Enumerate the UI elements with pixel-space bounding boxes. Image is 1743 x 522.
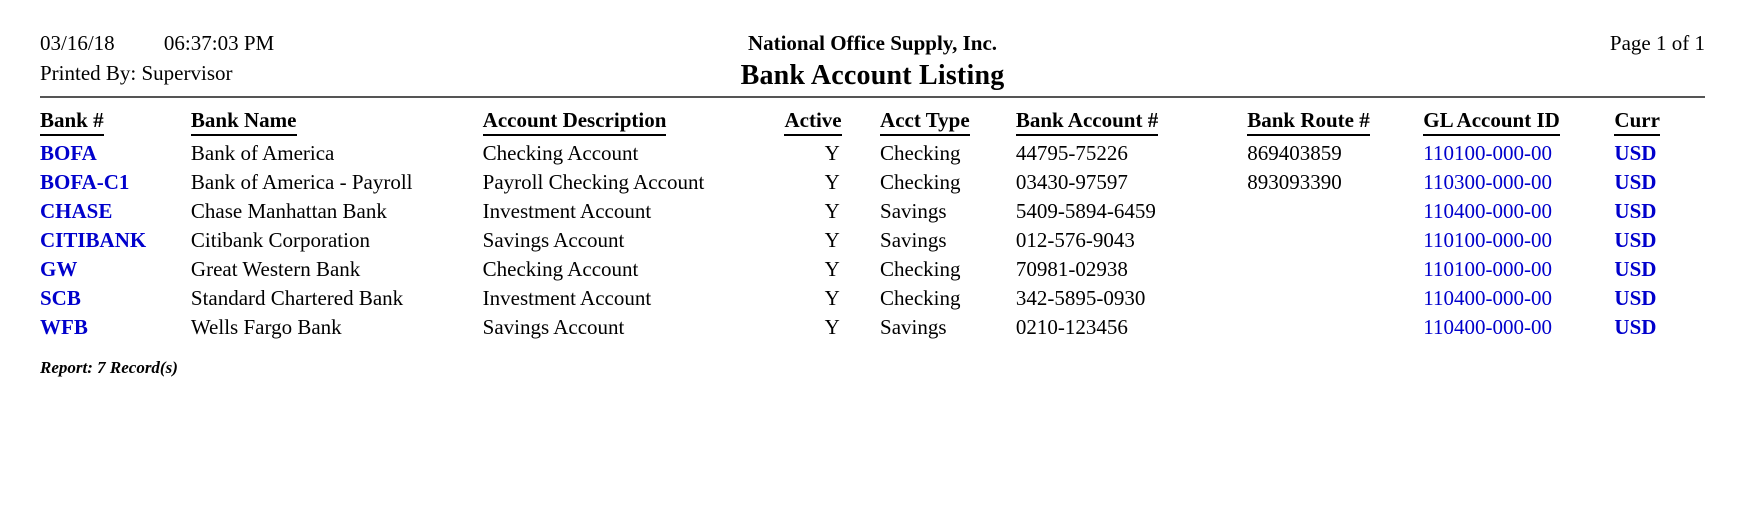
column-header-bank-account-no: Bank Account #: [1016, 108, 1247, 139]
cell-bank-account-no: 342-5895-0930: [1015, 286, 1146, 310]
cell-acct-type: Savings: [880, 199, 947, 223]
cell-curr: USD: [1614, 228, 1657, 252]
cell-bank-no: WFB: [40, 315, 88, 339]
cell-bank-account-no: 70981-02938: [1015, 257, 1128, 281]
cell-active: Y: [824, 257, 840, 281]
table-row: [40, 226, 1705, 255]
cell-curr: USD: [1614, 170, 1657, 194]
table-row: [40, 255, 1705, 284]
table-row: [40, 139, 1705, 168]
page-title: Bank Account Listing: [740, 60, 1005, 91]
cell-bank-name: Chase Manhattan Bank: [190, 199, 387, 223]
cell-bank-no: GW: [40, 257, 78, 281]
cell-bank-route-no: [1247, 197, 1423, 226]
bank-account-table: [40, 108, 1705, 342]
cell-bank-account-no: 03430-97597: [1015, 170, 1128, 194]
cell-acct-type: Checking: [880, 170, 961, 194]
table-row: [40, 168, 1705, 197]
cell-account-description: Savings Account: [482, 315, 625, 339]
column-header-gl-account-id: GL Account ID: [1423, 108, 1614, 139]
cell-bank-route-no: [1247, 255, 1423, 284]
cell-curr: USD: [1614, 257, 1657, 281]
column-header-account-description: Account Description: [483, 108, 785, 139]
cell-bank-account-no: 0210-123456: [1015, 315, 1128, 339]
table-row: [40, 313, 1705, 342]
cell-account-description: Savings Account: [482, 228, 625, 252]
cell-gl-account-id: 110100-000-00: [1423, 141, 1552, 165]
print-time: 06:37:03 PM: [163, 31, 275, 55]
table-header-row: [40, 108, 1705, 139]
column-header-curr: Curr: [1614, 108, 1705, 139]
cell-acct-type: Checking: [880, 257, 961, 281]
cell-acct-type: Savings: [880, 228, 947, 252]
cell-curr: USD: [1614, 286, 1657, 310]
column-header-bank-no: Bank #: [40, 108, 191, 139]
cell-bank-account-no: 44795-75226: [1015, 141, 1128, 165]
cell-bank-no: BOFA-C1: [40, 170, 130, 194]
cell-bank-name: Bank of America: [190, 141, 335, 165]
cell-active: Y: [824, 170, 840, 194]
cell-gl-account-id: 110400-000-00: [1423, 286, 1552, 310]
cell-bank-name: Citibank Corporation: [190, 228, 370, 252]
header-divider: [40, 96, 1705, 98]
cell-account-description: Checking Account: [482, 141, 639, 165]
cell-active: Y: [824, 141, 840, 165]
cell-bank-route-no: [1247, 313, 1423, 342]
printed-by: Printed By: Supervisor: [40, 61, 233, 85]
cell-active: Y: [824, 228, 840, 252]
cell-account-description: Checking Account: [482, 257, 639, 281]
cell-curr: USD: [1614, 199, 1657, 223]
print-date: 03/16/18: [40, 31, 115, 55]
cell-gl-account-id: 110100-000-00: [1423, 257, 1552, 281]
record-count: Report: 7 Record(s): [40, 358, 178, 377]
cell-curr: USD: [1614, 315, 1657, 339]
cell-account-description: Payroll Checking Account: [482, 170, 705, 194]
cell-active: Y: [824, 286, 840, 310]
cell-bank-name: Wells Fargo Bank: [190, 315, 342, 339]
cell-gl-account-id: 110300-000-00: [1423, 170, 1552, 194]
company-name: National Office Supply, Inc.: [747, 31, 998, 55]
cell-gl-account-id: 110400-000-00: [1423, 315, 1552, 339]
cell-bank-no: CHASE: [40, 199, 113, 223]
cell-bank-route-no: [1247, 284, 1423, 313]
column-header-bank-name: Bank Name: [191, 108, 483, 139]
cell-account-description: Investment Account: [482, 286, 652, 310]
column-header-active: Active: [784, 108, 880, 139]
table-row: [40, 284, 1705, 313]
cell-bank-route-no: [1247, 226, 1423, 255]
cell-account-description: Investment Account: [482, 199, 652, 223]
report-header: [40, 28, 1705, 90]
cell-gl-account-id: 110100-000-00: [1423, 228, 1552, 252]
cell-bank-account-no: 012-576-9043: [1015, 228, 1135, 252]
cell-bank-no: SCB: [40, 286, 81, 310]
cell-bank-name: Bank of America - Payroll: [190, 170, 413, 194]
cell-bank-account-no: 5409-5894-6459: [1015, 199, 1156, 223]
page-number: Page 1 of 1: [1609, 31, 1705, 55]
cell-acct-type: Checking: [880, 141, 961, 165]
cell-bank-no: CITIBANK: [40, 228, 147, 252]
header-center-block: [40, 28, 1705, 94]
cell-acct-type: Savings: [880, 315, 947, 339]
cell-gl-account-id: 110400-000-00: [1423, 199, 1552, 223]
cell-bank-route-no: 893093390: [1247, 170, 1342, 194]
cell-curr: USD: [1614, 141, 1657, 165]
cell-active: Y: [824, 315, 840, 339]
cell-active: Y: [824, 199, 840, 223]
column-header-acct-type: Acct Type: [880, 108, 1016, 139]
cell-bank-name: Great Western Bank: [190, 257, 361, 281]
column-header-bank-route-no: Bank Route #: [1247, 108, 1423, 139]
cell-bank-no: BOFA: [40, 141, 97, 165]
cell-acct-type: Checking: [880, 286, 961, 310]
table-row: [40, 197, 1705, 226]
cell-bank-name: Standard Chartered Bank: [190, 286, 404, 310]
cell-bank-route-no: 869403859: [1247, 141, 1342, 165]
